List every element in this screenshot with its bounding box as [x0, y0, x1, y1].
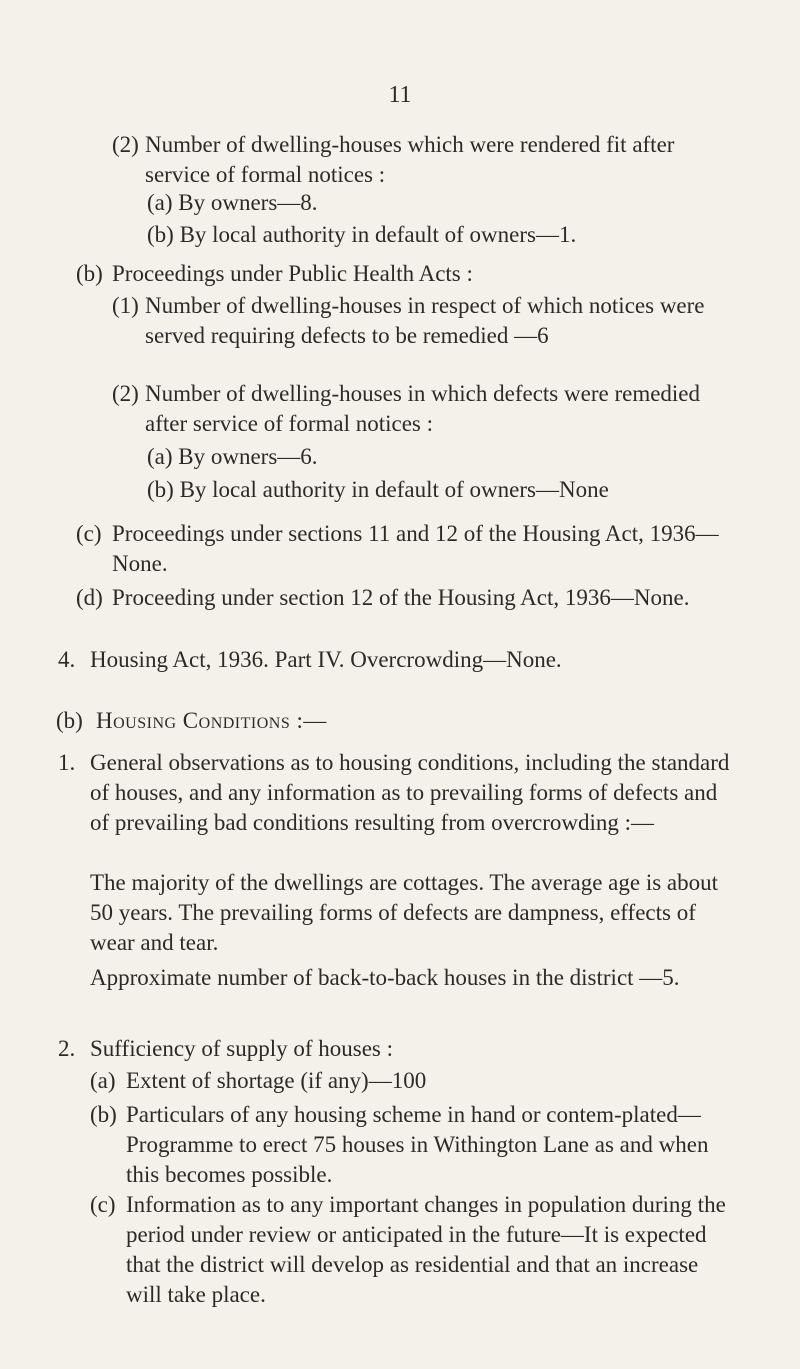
sb-item-2-c-label: (c)	[90, 1192, 116, 1217]
item-2-text: Number of dwelling-houses which were rendered fit after service of formal notices :	[145, 132, 675, 187]
b2-label: (2)	[112, 381, 139, 406]
b2-b: (b) By local authority in default of owners—None	[147, 477, 609, 502]
b-heading-label: (b)	[76, 261, 103, 286]
d-text: Proceeding under section 12 of the Housing Act, 1936—None.	[112, 585, 690, 610]
sb-item-1-label: 1.	[58, 750, 76, 775]
section-b-label: (b)	[56, 708, 83, 733]
item-2-label: (2)	[112, 132, 139, 157]
sb-item-1-para-1: The majority of the dwellings are cottages. The average age is about 50 years. The prevailing forms of defects are dampness, effects of wear and tear.	[90, 870, 719, 955]
sb-item-2-a-label: (a)	[90, 1068, 116, 1093]
section-b-heading: Housing Conditions :—	[96, 708, 327, 733]
sb-item-2-b-text: Particulars of any housing scheme in hand or contem-plated—Programme to erect 75 houses in Withington Lane as and when this becomes possible.	[126, 1102, 709, 1187]
c-label: (c)	[76, 521, 102, 546]
sb-item-2-text: Sufficiency of supply of houses :	[90, 1036, 394, 1061]
b1-label: (1)	[112, 293, 139, 318]
item-4-label: 4.	[58, 647, 76, 672]
sb-item-2-b-label: (b)	[90, 1102, 117, 1127]
sb-item-2-c-text: Information as to any important changes in population during the period under review or anticipated in the future—It is expected that the district will develop as residential and that an increase will take place.	[126, 1192, 726, 1307]
item-2-a: (a) By owners—8.	[147, 190, 318, 215]
item-2-b: (b) By local authority in default of owners—1.	[147, 222, 577, 247]
d-label: (d)	[76, 585, 103, 610]
sb-item-2-a-text: Extent of shortage (if any)—100	[126, 1068, 427, 1093]
page-number: 11	[388, 82, 412, 108]
sb-item-2-label: 2.	[58, 1036, 76, 1061]
sb-item-1-text: General observations as to housing conditions, including the standard of houses, and any information as to prevailing forms of defects and of prevailing bad conditions resulting from overcrowding :—	[90, 750, 730, 835]
c-text: Proceedings under sections 11 and 12 of the Housing Act, 1936—None.	[112, 521, 719, 576]
sb-item-1-para-2: Approximate number of back-to-back houses in the district —5.	[90, 965, 680, 990]
b2-text: Number of dwelling-houses in which defects were remedied after service of formal notices :	[145, 381, 701, 436]
b-heading-text: Proceedings under Public Health Acts :	[112, 261, 473, 286]
b1-text: Number of dwelling-houses in respect of which notices were served requiring defects to be remedied —6	[145, 293, 705, 348]
b2-a: (a) By owners—6.	[147, 444, 318, 469]
item-4-text: Housing Act, 1936. Part IV. Overcrowding—None.	[90, 647, 562, 672]
